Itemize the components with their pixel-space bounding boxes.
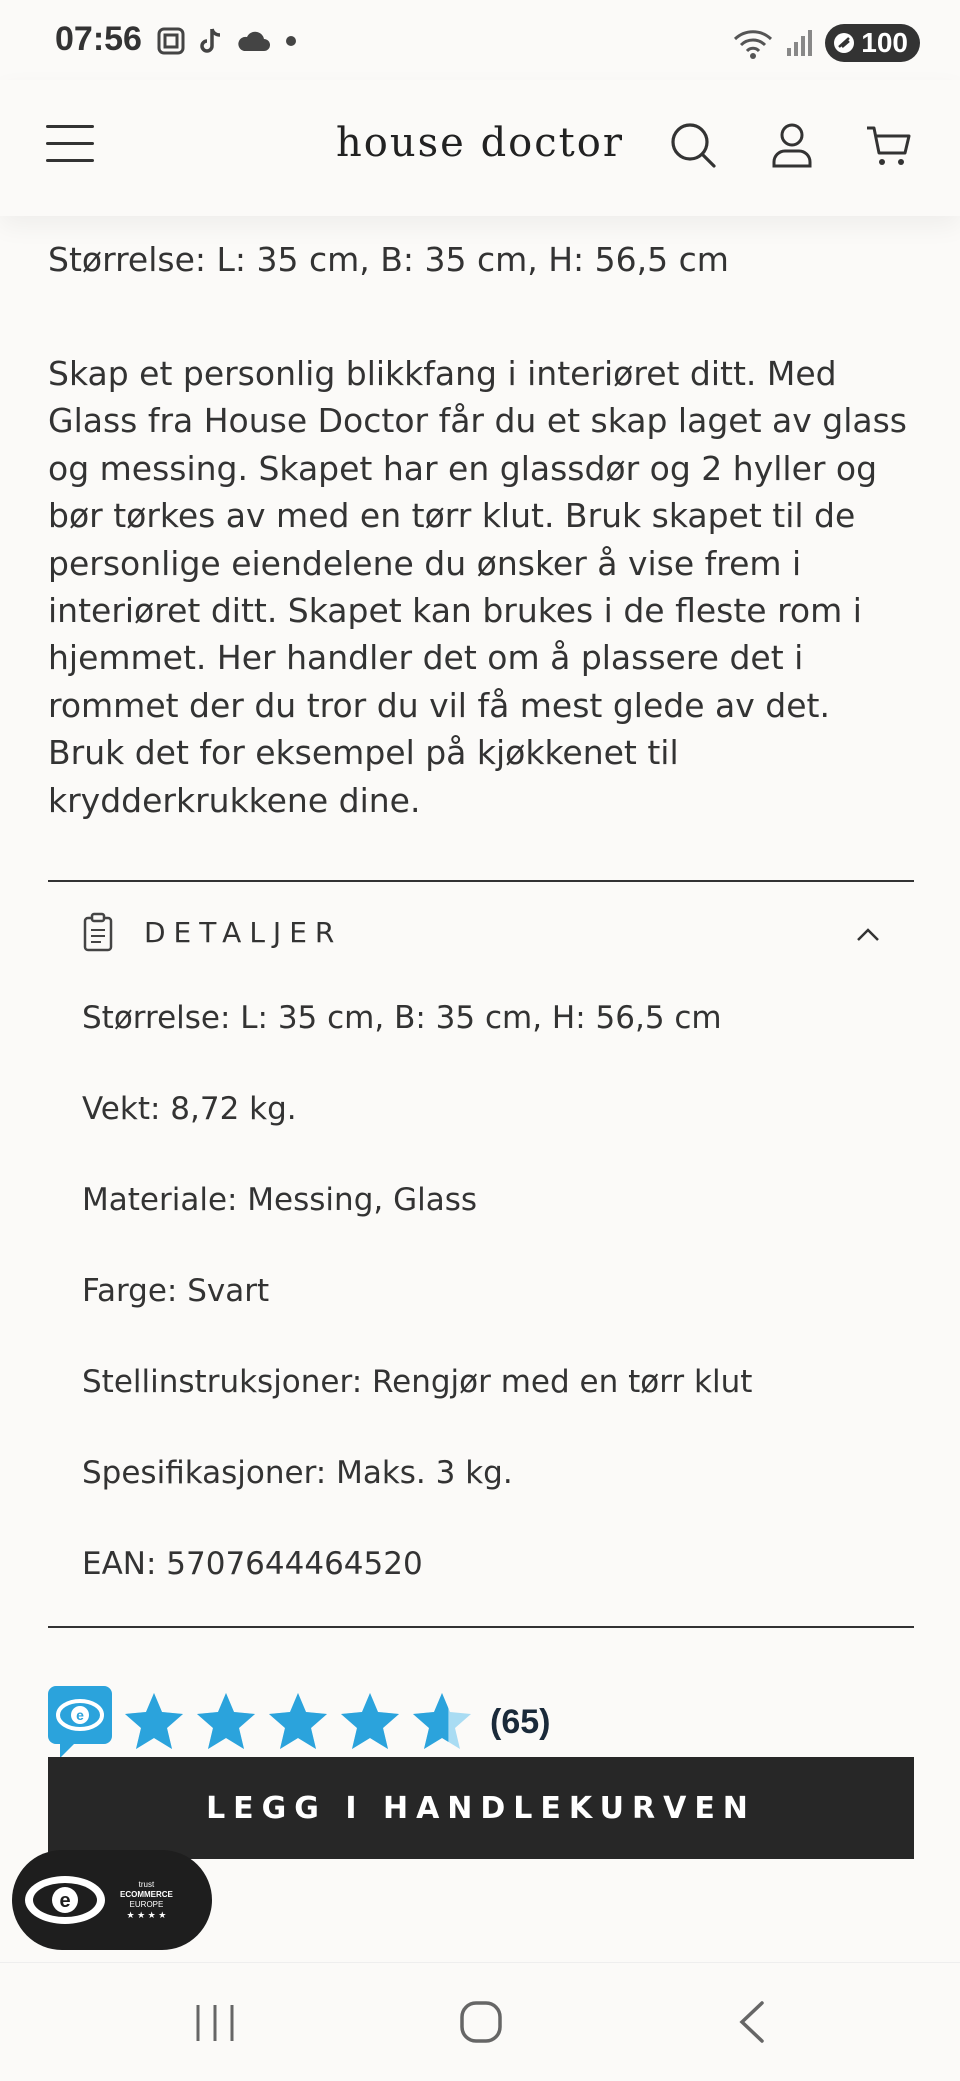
detail-weight: Vekt: 8,72 kg.: [82, 1091, 297, 1127]
chevron-up-icon[interactable]: [854, 920, 882, 948]
detail-size: Størrelse: L: 35 cm, B: 35 cm, H: 56,5 cm: [82, 1000, 722, 1036]
battery-icon: [825, 24, 920, 62]
back-icon[interactable]: [734, 1999, 770, 2045]
wifi-icon: [733, 27, 773, 59]
rating-stars: [122, 1690, 474, 1754]
status-icons-right: [733, 24, 920, 62]
detail-ean: EAN: 5707644464520: [82, 1546, 423, 1582]
cart-icon[interactable]: [864, 120, 914, 170]
svg-text:e: e: [59, 1890, 71, 1912]
trusted-eye-icon: [20, 1870, 110, 1930]
site-logo[interactable]: house doctor: [336, 120, 624, 166]
detail-color: Farge: Svart: [82, 1273, 270, 1309]
star-icon: [266, 1690, 330, 1754]
system-nav-bar: [0, 1962, 960, 2081]
status-time: 07:56: [55, 20, 142, 58]
svg-text:e: e: [76, 1707, 84, 1723]
star-icon: [194, 1690, 258, 1754]
search-icon[interactable]: [668, 120, 718, 170]
add-to-cart-button[interactable]: LEGG I HANDLEKURVEN: [48, 1757, 914, 1859]
star-icon: [410, 1690, 474, 1754]
product-description: Skap et personlig blikkfang i interiøret ditt. Med Glass fra House Doctor får du et skap laget av glass og messing. Skapet har en glassdør og 2 hyller og bør tørkes av med en tørr klut. Bruk skapet til de personlige eiendelene du ønsker å vise frem i interiøret ditt. Skapet kan brukes i de fleste rom i hjemmet. Her handler det om å plassere det i rommet der du tror du vil få mest glede av det. Bruk det for eksempel på kjøkkenet til krydderkrukkene dine.: [48, 354, 907, 820]
trusted-shops-e-icon: [48, 1686, 112, 1758]
recent-apps-icon[interactable]: [192, 2001, 238, 2045]
home-icon[interactable]: [458, 1999, 504, 2045]
detail-specs: Spesifikasjoner: Maks. 3 kg.: [82, 1455, 513, 1491]
star-icon: [338, 1690, 402, 1754]
dot-icon: [284, 34, 298, 48]
status-icons-left: [156, 26, 298, 56]
ecommerce-europe-logo: trust ECOMMERCE EUROPE ★ ★ ★ ★: [120, 1880, 173, 1920]
detail-care: Stellinstruksjoner: Rengjør med en tørr klut: [82, 1364, 753, 1400]
rating-widget[interactable]: [48, 1686, 550, 1758]
divider-top: [48, 880, 914, 882]
tiktok-icon: [200, 27, 222, 55]
account-icon[interactable]: [767, 120, 817, 170]
screenshot-icon: [156, 26, 186, 56]
clipboard-icon: [82, 912, 114, 952]
star-icon: [122, 1690, 186, 1754]
detail-material: Materiale: Messing, Glass: [82, 1182, 478, 1218]
product-size: Størrelse: L: 35 cm, B: 35 cm, H: 56,5 cm: [48, 240, 729, 279]
battery-level: 100: [861, 27, 908, 58]
details-title: DETALJER: [144, 915, 343, 949]
status-bar: [0, 0, 960, 80]
cloud-icon: [236, 29, 270, 53]
trust-badge[interactable]: [12, 1850, 212, 1950]
rating-count[interactable]: (65): [490, 1702, 551, 1741]
details-accordion-toggle[interactable]: [82, 912, 342, 952]
signal-icon: [785, 28, 813, 58]
site-header: [0, 80, 960, 216]
divider-bottom: [48, 1626, 914, 1628]
